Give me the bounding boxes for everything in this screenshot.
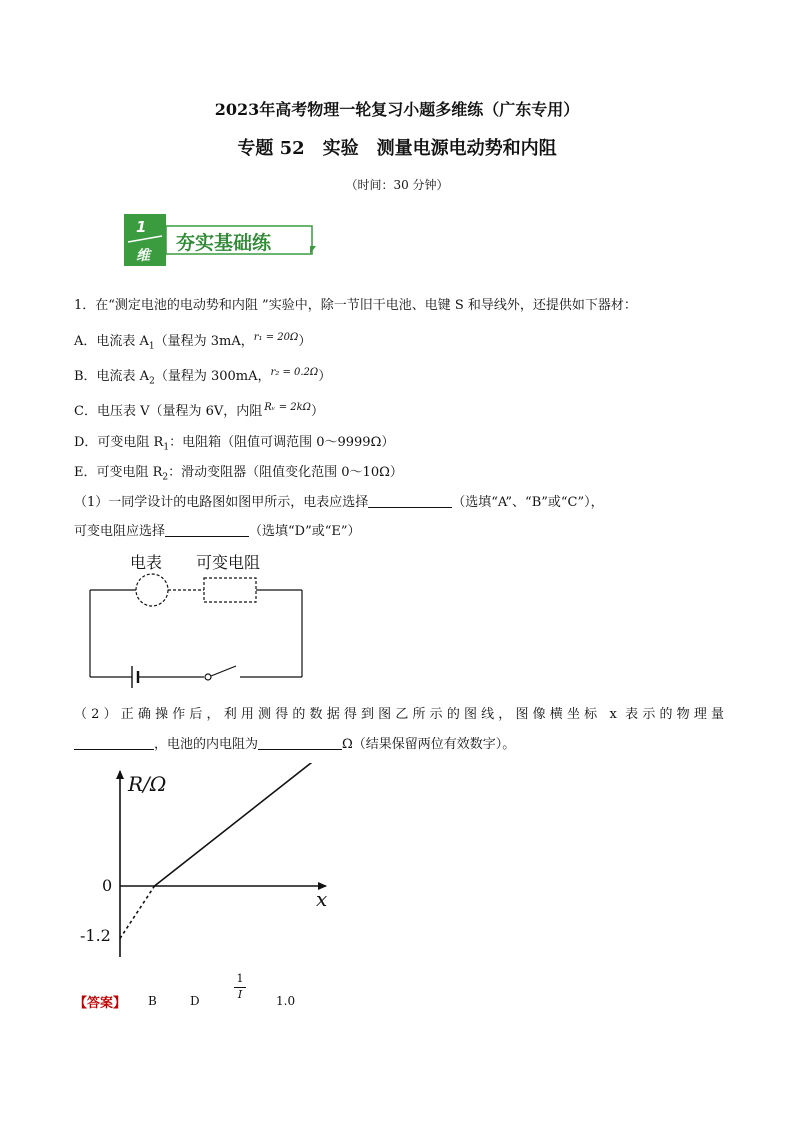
answer-blank-xquantity[interactable] bbox=[74, 735, 154, 750]
meter-label: 电表 bbox=[130, 553, 163, 572]
level-badge bbox=[122, 212, 316, 268]
option-d bbox=[74, 431, 394, 453]
option-c-key: C．电压表 V（量程为 6V，内阻 bbox=[74, 404, 263, 419]
series-solid-line bbox=[155, 763, 328, 886]
part2-hint: Ω（结果保留两位有效数字）。 bbox=[342, 737, 516, 752]
topic-title: 专题 52 实验 测量电源电动势和内阻 bbox=[237, 138, 557, 159]
answer-blank-resistor[interactable] bbox=[165, 522, 249, 537]
option-b-param: r₂ = 0.2Ω bbox=[270, 367, 319, 378]
part1-prompt: （1）一同学设计的电路图如图甲所示，电表应选择 bbox=[74, 495, 369, 510]
switch-blade bbox=[211, 666, 236, 676]
graph-svg bbox=[80, 763, 340, 963]
part2-line1: （2）正确操作后，利用测得的数据得到图乙所示的图线，图像横坐标 x 表示的物理量 bbox=[74, 707, 724, 722]
question-stem: 1．在“测定电池的电动势和内阻 ”实验中，除一节旧干电池、电键 S 和导线外，还提供如下器材： bbox=[74, 298, 637, 313]
option-a-rest: （量程为 3mA， bbox=[154, 334, 254, 349]
option-b-key: B．电流表 A bbox=[74, 369, 150, 384]
series-title: 2023年高考物理一轮复习小题多维练（广东专用） bbox=[214, 100, 580, 119]
part1-prompt2: 可变电阻应选择 bbox=[74, 524, 166, 539]
option-d-rest: ：电阻箱（阻值可调范围 0～9999Ω） bbox=[169, 435, 395, 450]
option-a-key: A．电流表 A bbox=[74, 334, 149, 349]
answer-blank-meter[interactable] bbox=[368, 493, 452, 508]
option-b-close: ） bbox=[318, 369, 332, 384]
answer-tag: 【答案】 bbox=[74, 996, 127, 1011]
answer-3-denominator: I bbox=[237, 988, 243, 1001]
time-note: （时间：30 分钟） bbox=[345, 178, 449, 192]
answer-1: B bbox=[148, 994, 157, 1008]
y-intercept-label: -1.2 bbox=[80, 926, 111, 945]
option-d-key: D．可变电阻 R bbox=[74, 435, 164, 450]
part1-hint: （选填“A”、“B”或“C”）， bbox=[452, 495, 604, 510]
part2-prompt: ，电池的内电阻为 bbox=[154, 737, 259, 752]
option-e bbox=[74, 461, 403, 483]
option-c-close: ） bbox=[310, 404, 324, 419]
resistor-label: 可变电阻 bbox=[196, 553, 261, 572]
badge-level-num: 1 bbox=[136, 218, 147, 236]
graph-figure bbox=[80, 763, 340, 963]
series-extrapolated-line bbox=[120, 886, 155, 939]
meter-symbol bbox=[136, 574, 168, 606]
option-e-sub: 2 bbox=[162, 472, 169, 483]
answer-3-numerator: 1 bbox=[236, 972, 244, 985]
option-c bbox=[74, 400, 324, 419]
option-a bbox=[74, 330, 311, 352]
option-a-close: ） bbox=[298, 334, 312, 349]
option-d-sub: 1 bbox=[163, 442, 170, 453]
option-a-param: r₁ = 20Ω bbox=[253, 332, 299, 343]
option-b-sub: 2 bbox=[149, 376, 155, 387]
answer-2: D bbox=[190, 994, 200, 1008]
switch-pivot bbox=[205, 674, 211, 680]
answer-row bbox=[74, 972, 374, 1028]
answer-blank-resistance[interactable] bbox=[258, 735, 342, 750]
option-c-param: Rᵥ = 2kΩ bbox=[264, 402, 311, 413]
origin-label: 0 bbox=[102, 876, 113, 895]
part1-line2 bbox=[74, 520, 361, 539]
option-e-key: E．可变电阻 R bbox=[74, 465, 163, 480]
x-axis-label: x bbox=[316, 887, 328, 911]
option-a-sub: 1 bbox=[148, 341, 155, 352]
option-e-rest: ：滑动变阻器（阻值变化范围 0～10Ω） bbox=[168, 465, 403, 480]
y-axis-label: R/Ω bbox=[128, 772, 167, 796]
part1-line1 bbox=[74, 491, 604, 510]
resistor-symbol bbox=[204, 578, 256, 602]
answer-4: 1.0 bbox=[276, 994, 296, 1008]
part2-line2 bbox=[74, 733, 515, 752]
option-b bbox=[74, 365, 331, 387]
badge-level-word: 维 bbox=[136, 248, 150, 264]
badge-label: 夯实基础练 bbox=[176, 232, 272, 254]
part1-hint2: （选填“D”或“E”） bbox=[249, 524, 361, 539]
option-b-rest: （量程为 300mA， bbox=[154, 369, 271, 384]
